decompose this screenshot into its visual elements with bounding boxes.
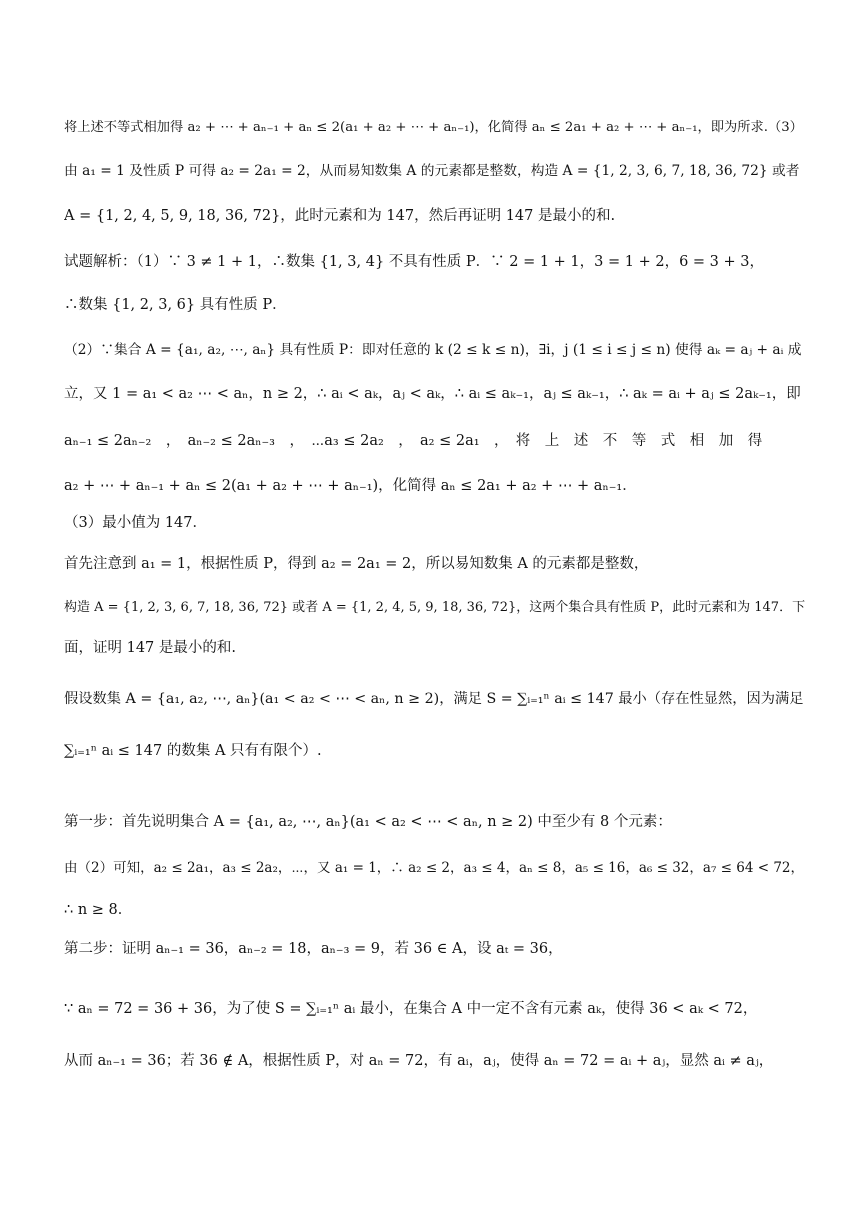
text-line: 从而 aₙ₋₁ = 36；若 36 ∉ A，根据性质 P，对 aₙ = 72，有 aᵢ，aⱼ，使得 aₙ = 72 = aᵢ + aⱼ，显然 aᵢ ≠ aⱼ， bbox=[64, 1053, 774, 1069]
text-line: 试题解析：（1）∵ 3 ≠ 1 + 1，∴数集 {1, 3, 4} 不具有性质 P．∵ 2 = 1 + 1，3 = 1 + 2，6 = 3 + 3， bbox=[64, 254, 764, 270]
text-line: 构造 A = {1, 2, 3, 6, 7, 18, 36, 72} 或者 A = {1, 2, 4, 5, 9, 18, 36, 72}，这两个集合具有性质 P，此时元素和为 147．下 bbox=[64, 600, 806, 615]
text-line: aₙ₋₁ ≤ 2aₙ₋₂ ， aₙ₋₂ ≤ 2aₙ₋₃ ， ⋯a₃ ≤ 2a₂ ， a₂ ≤ 2a₁ ， 将 上 述 不 等 式 相 加 得 bbox=[64, 433, 763, 449]
text-line: 由 a₁ = 1 及性质 P 可得 a₂ = 2a₁ = 2，从而易知数集 A 的元素都是整数，构造 A = {1, 2, 3, 6, 7, 18, 36, 72} 或者 bbox=[64, 163, 800, 179]
text-line: ∵ aₙ = 72 = 36 + 36，为了使 S = ∑ᵢ₌₁ⁿ aᵢ 最小，在集合 A 中一定不含有元素 aₖ，使得 36 < aₖ < 72， bbox=[64, 1001, 758, 1017]
text-line: 立，又 1 = a₁ < a₂ ⋯ < aₙ，n ≥ 2，∴ aᵢ < aₖ，aⱼ < aₖ，∴ aᵢ ≤ aₖ₋₁，aⱼ ≤ aₖ₋₁，∴ aₖ = aᵢ + aⱼ ≤ 2aₖ₋₁，即 bbox=[64, 386, 801, 402]
text-line: ∴ n ≥ 8． bbox=[64, 902, 133, 918]
text-line: 假设数集 A = {a₁, a₂, ⋯, aₙ}(a₁ < a₂ < ⋯ < aₙ, n ≥ 2)，满足 S = ∑ᵢ₌₁ⁿ aᵢ ≤ 147 最小（存在性显然，因为满足 bbox=[64, 691, 804, 707]
text-line: a₂ + ⋯ + aₙ₋₁ + aₙ ≤ 2(a₁ + a₂ + ⋯ + aₙ₋₁)，化简得 aₙ ≤ 2a₁ + a₂ + ⋯ + aₙ₋₁． bbox=[64, 478, 637, 494]
text-line: （2）∵集合 A = {a₁, a₂, ⋯, aₙ} 具有性质 P：即对任意的 k (2 ≤ k ≤ n)，∃i，j (1 ≤ i ≤ j ≤ n) 使得 aₖ = aⱼ + aᵢ 成 bbox=[64, 342, 802, 358]
text-line: ∴数集 {1, 2, 3, 6} 具有性质 P． bbox=[64, 297, 287, 313]
text-line: 由（2）可知，a₂ ≤ 2a₁，a₃ ≤ 2a₂，⋯，又 a₁ = 1，∴ a₂ ≤ 2，a₃ ≤ 4，aₙ ≤ 8，a₅ ≤ 16，a₆ ≤ 32，a₇ ≤ 64 < 72， bbox=[64, 860, 805, 876]
text-line: 面，证明 147 是最小的和. bbox=[64, 640, 237, 656]
text-line: 第一步：首先说明集合 A = {a₁, a₂, ⋯, aₙ}(a₁ < a₂ < ⋯ < aₙ, n ≥ 2) 中至少有 8 个元素： bbox=[64, 814, 672, 830]
text-line: A = {1, 2, 4, 5, 9, 18, 36, 72}，此时元素和为 147，然后再证明 147 是最小的和. bbox=[64, 208, 616, 224]
text-line: 将上述不等式相加得 a₂ + ⋯ + aₙ₋₁ + aₙ ≤ 2(a₁ + a₂ + ⋯ + aₙ₋₁)，化简得 aₙ ≤ 2a₁ + a₂ + ⋯ + aₙ₋₁，即为所求.（3） bbox=[64, 120, 803, 135]
text-line: ∑ᵢ₌₁ⁿ aᵢ ≤ 147 的数集 A 只有有限个）. bbox=[64, 743, 322, 759]
text-line: （3）最小值为 147． bbox=[64, 515, 208, 531]
text-line: 第二步：证明 aₙ₋₁ = 36，aₙ₋₂ = 18，aₙ₋₃ = 9，若 36 ∈ A，设 aₜ = 36， bbox=[64, 941, 563, 957]
text-line: 首先注意到 a₁ = 1，根据性质 P，得到 a₂ = 2a₁ = 2，所以易知数集 A 的元素都是整数， bbox=[64, 556, 649, 572]
